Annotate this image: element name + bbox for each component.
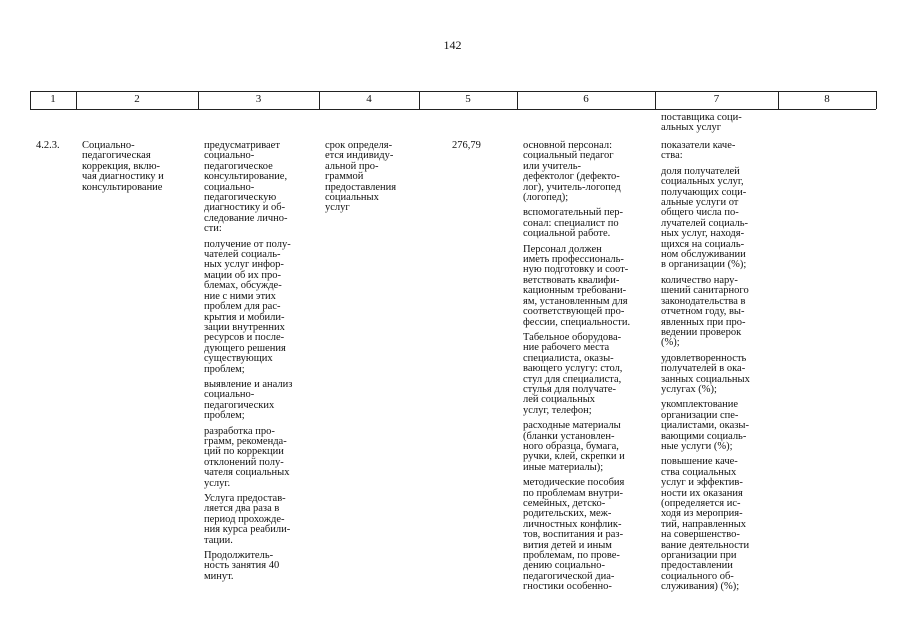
text-line: по проблемам внутри- [523,487,624,499]
text-line: услуг. [204,477,231,489]
text-line: ресурсов и после- [204,332,285,344]
text-line: Персонал должен [523,243,602,255]
paragraph [523,208,653,239]
text-line: организации спе- [661,409,739,421]
paragraph [523,333,653,416]
text-line: (определяется ис- [661,498,741,509]
text-line: предоставления [325,181,397,193]
text-line: фессии, специальности. [523,316,631,328]
text-line: тий, направленных [661,518,747,530]
text-line: срок определя- [325,140,393,151]
text-line: иные материалы); [523,461,604,473]
service-name [82,141,196,193]
text-line: Табельное оборудова- [523,331,622,343]
text-line: лей социальных [523,394,595,406]
text-line: лучателей социаль- [661,217,748,229]
text-line: удовлетворенность [661,352,747,364]
paragraph [204,380,317,422]
text-line: Продолжитель- [204,550,274,562]
text-line: соответствующей про- [523,306,625,318]
text-line: на совершенство- [661,529,740,541]
table-top-rule [30,91,876,92]
text-line: социальной работе. [523,228,611,240]
paragraph [204,427,317,489]
text-line: семейных, детско- [523,498,606,509]
text-line: социально- [204,389,255,401]
text-line: педагогическую [204,192,277,204]
text-line: ства: [661,150,683,162]
text-line: расходные материалы [523,420,621,432]
text-line: вающего услугу: стол, [523,363,623,375]
text-line: сонал: специалист по [523,217,619,229]
text-line: услуг [325,202,350,214]
text-line: ность занятия 40 [204,560,280,572]
text-line: проблем; [204,410,245,422]
text-line: коррекция, вклю- [82,160,161,172]
header-col-7: 7 [713,93,720,105]
text-line: социально- [204,181,255,193]
text-line: следование лично- [204,212,288,224]
paragraph [661,354,776,396]
service-term [325,141,417,214]
text-line: доля получателей [661,165,740,177]
text-line: (бланки установлен- [523,430,615,442]
text-line: явленных при про- [661,316,746,328]
text-line: ства социальных [661,466,737,478]
text-line: лог), учитель-логопед [523,181,621,193]
text-line: сти: [204,223,222,235]
text-line: социального об- [661,570,734,582]
text-line: ную подготовку и соот- [523,264,629,276]
text-line: услугах (%); [661,383,717,395]
text-line: социальный педагог [523,150,614,162]
text-line: минут. [204,570,234,582]
page-number: 142 [443,38,462,52]
text-line: или учитель- [523,160,582,172]
text-line: дению социально- [523,560,606,572]
text-line: предусматривает [204,140,280,151]
text-line: ных услуг, находя- [661,228,745,240]
text-line: ветствовать квалифи- [523,274,620,286]
text-line: ходя из мероприя- [661,508,743,520]
paragraph [204,240,317,375]
text-line: ности их оказания [661,487,743,499]
text-line: вающими социаль- [661,430,747,442]
text-line: граммой [325,171,364,183]
text-line: блемах, обсужде- [204,280,282,292]
header-col-8: 8 [824,93,830,105]
paragraph [204,141,317,235]
quality-indicators [661,141,776,598]
text-line: иметь профессиональ- [523,254,624,266]
text-line: консультирование [82,181,163,193]
text-line: стул для специалиста, [523,373,622,385]
paragraph [661,400,776,452]
text-line: чателя социальных [204,467,290,479]
text-line: социальных услуг, [661,176,744,188]
text-line: основной персонал: [523,140,613,151]
text-line: крытия и мобили- [204,311,285,323]
header-col-6: 6 [583,93,589,105]
text-line: чателей социаль- [204,249,281,261]
text-line: отклонений полу- [204,456,284,468]
text-line: методические пособия [523,477,625,489]
text-line: занных социальных [661,373,750,385]
text-line: социально- [204,150,255,162]
text-line: педагогических [204,399,275,411]
paragraph [661,167,776,271]
text-line: ручки, клей, скрепки и [523,451,625,463]
header-right-border [876,91,877,109]
service-conditions [523,141,653,598]
text-line: существующих [204,353,273,365]
header-col-4: 4 [366,93,372,105]
text-line: ям, установленным для [523,295,628,307]
text-line: педагогическое [204,160,273,172]
text-line: мации об их про- [204,269,282,281]
paragraph [204,494,317,546]
header-col-2: 2 [134,93,140,105]
text-line: ных услуг инфор- [204,259,284,271]
text-line: период прохожде- [204,513,285,525]
header-col-1: 1 [50,93,56,105]
text-line: педагогическая [82,150,151,162]
text-line: (%); [661,337,680,349]
paragraph [523,245,653,328]
text-line: чая диагностику и [82,171,164,183]
text-line: зации внутренних [204,321,285,333]
text-line: циалистами, оказы- [661,420,749,432]
text-line: гностики особенно- [523,581,612,593]
text-line: Услуга предостав- [204,493,286,504]
paragraph [523,478,653,592]
text-line: отчетном году, вы- [661,306,745,318]
text-line: проблем для рас- [204,301,281,313]
paragraph [661,141,776,162]
text-line: проблем; [204,363,245,375]
text-line: грамм, рекоменда- [204,435,287,447]
text-line: разработка про- [204,425,275,437]
carryover-col7 [661,113,776,134]
text-line: вития детей и иным [523,539,612,551]
row-number: 4.2.3. [36,140,60,151]
text-line: Социально- [82,140,135,151]
text-line: дующего решения [204,342,286,354]
text-line: личностных конфлик- [523,518,622,530]
text-line: получателей в ока- [661,363,746,375]
text-line: в организации (%); [661,259,747,271]
text-line: тации. [204,534,233,546]
text-line: родительских, меж- [523,508,612,520]
text-line: ния курса реабили- [204,524,291,536]
text-line: поставщика соци- [661,112,742,123]
text-line: стулья для получате- [523,383,617,395]
text-line: (логопед); [523,192,569,204]
text-line: шений санитарного [661,285,749,297]
text-line: проблемам, по прове- [523,550,620,562]
header-col-5: 5 [465,93,471,105]
text-line: количество нару- [661,274,738,286]
text-line: организации при [661,550,737,562]
text-line: укомплектование [661,399,739,411]
text-line: ном обслуживании [661,249,746,261]
service-price: 276,79 [452,140,481,151]
paragraph [204,551,317,582]
paragraph [523,141,653,203]
text-line: ется индивиду- [325,150,394,162]
text-line: консультирование, [204,171,288,183]
text-line: ций по коррекции [204,446,284,458]
text-line: педагогической диа- [523,570,615,582]
table-header-bottom-rule [30,109,876,110]
text-line: альные услуги от [661,197,739,209]
text-line: ведении проверок [661,326,742,338]
text-line: вспомогательный пер- [523,207,624,219]
text-line: специалиста, оказы- [523,352,614,364]
text-line: выявление и анализ [204,378,293,390]
text-line: дефектолог (дефекто- [523,171,620,183]
paragraph [661,276,776,349]
text-line: услуг, телефон; [523,404,592,416]
text-line: ного образца, бумага, [523,440,619,452]
text-line: общего числа по- [661,207,739,219]
text-line: тов, воспитания и раз- [523,529,624,541]
text-line: получение от полу- [204,238,291,250]
paragraph [661,457,776,592]
text-line: показатели каче- [661,140,736,151]
text-line: ные услуги (%); [661,440,733,452]
text-line: ние рабочего места [523,342,610,354]
text-line: щихся на социаль- [661,238,745,250]
header-col-3: 3 [255,93,262,105]
paragraph [523,421,653,473]
text-line: диагностику и об- [204,202,286,214]
text-line: законодательства в [661,295,746,307]
text-line: ляется два раза в [204,503,280,515]
text-line: получающих соци- [661,186,747,198]
text-line: услуг и эффектив- [661,477,743,489]
text-line: вание деятельности [661,539,750,551]
text-line: альной про- [325,160,379,172]
text-line: социальных [325,192,379,204]
text-line: служивания) (%); [661,581,740,593]
text-line: кационным требовани- [523,285,627,297]
text-line: ние с ними этих [204,290,276,302]
text-line: повышение каче- [661,456,738,468]
text-line: альных услуг [661,122,722,134]
service-description [204,141,317,587]
text-line: предоставлении [661,560,733,572]
